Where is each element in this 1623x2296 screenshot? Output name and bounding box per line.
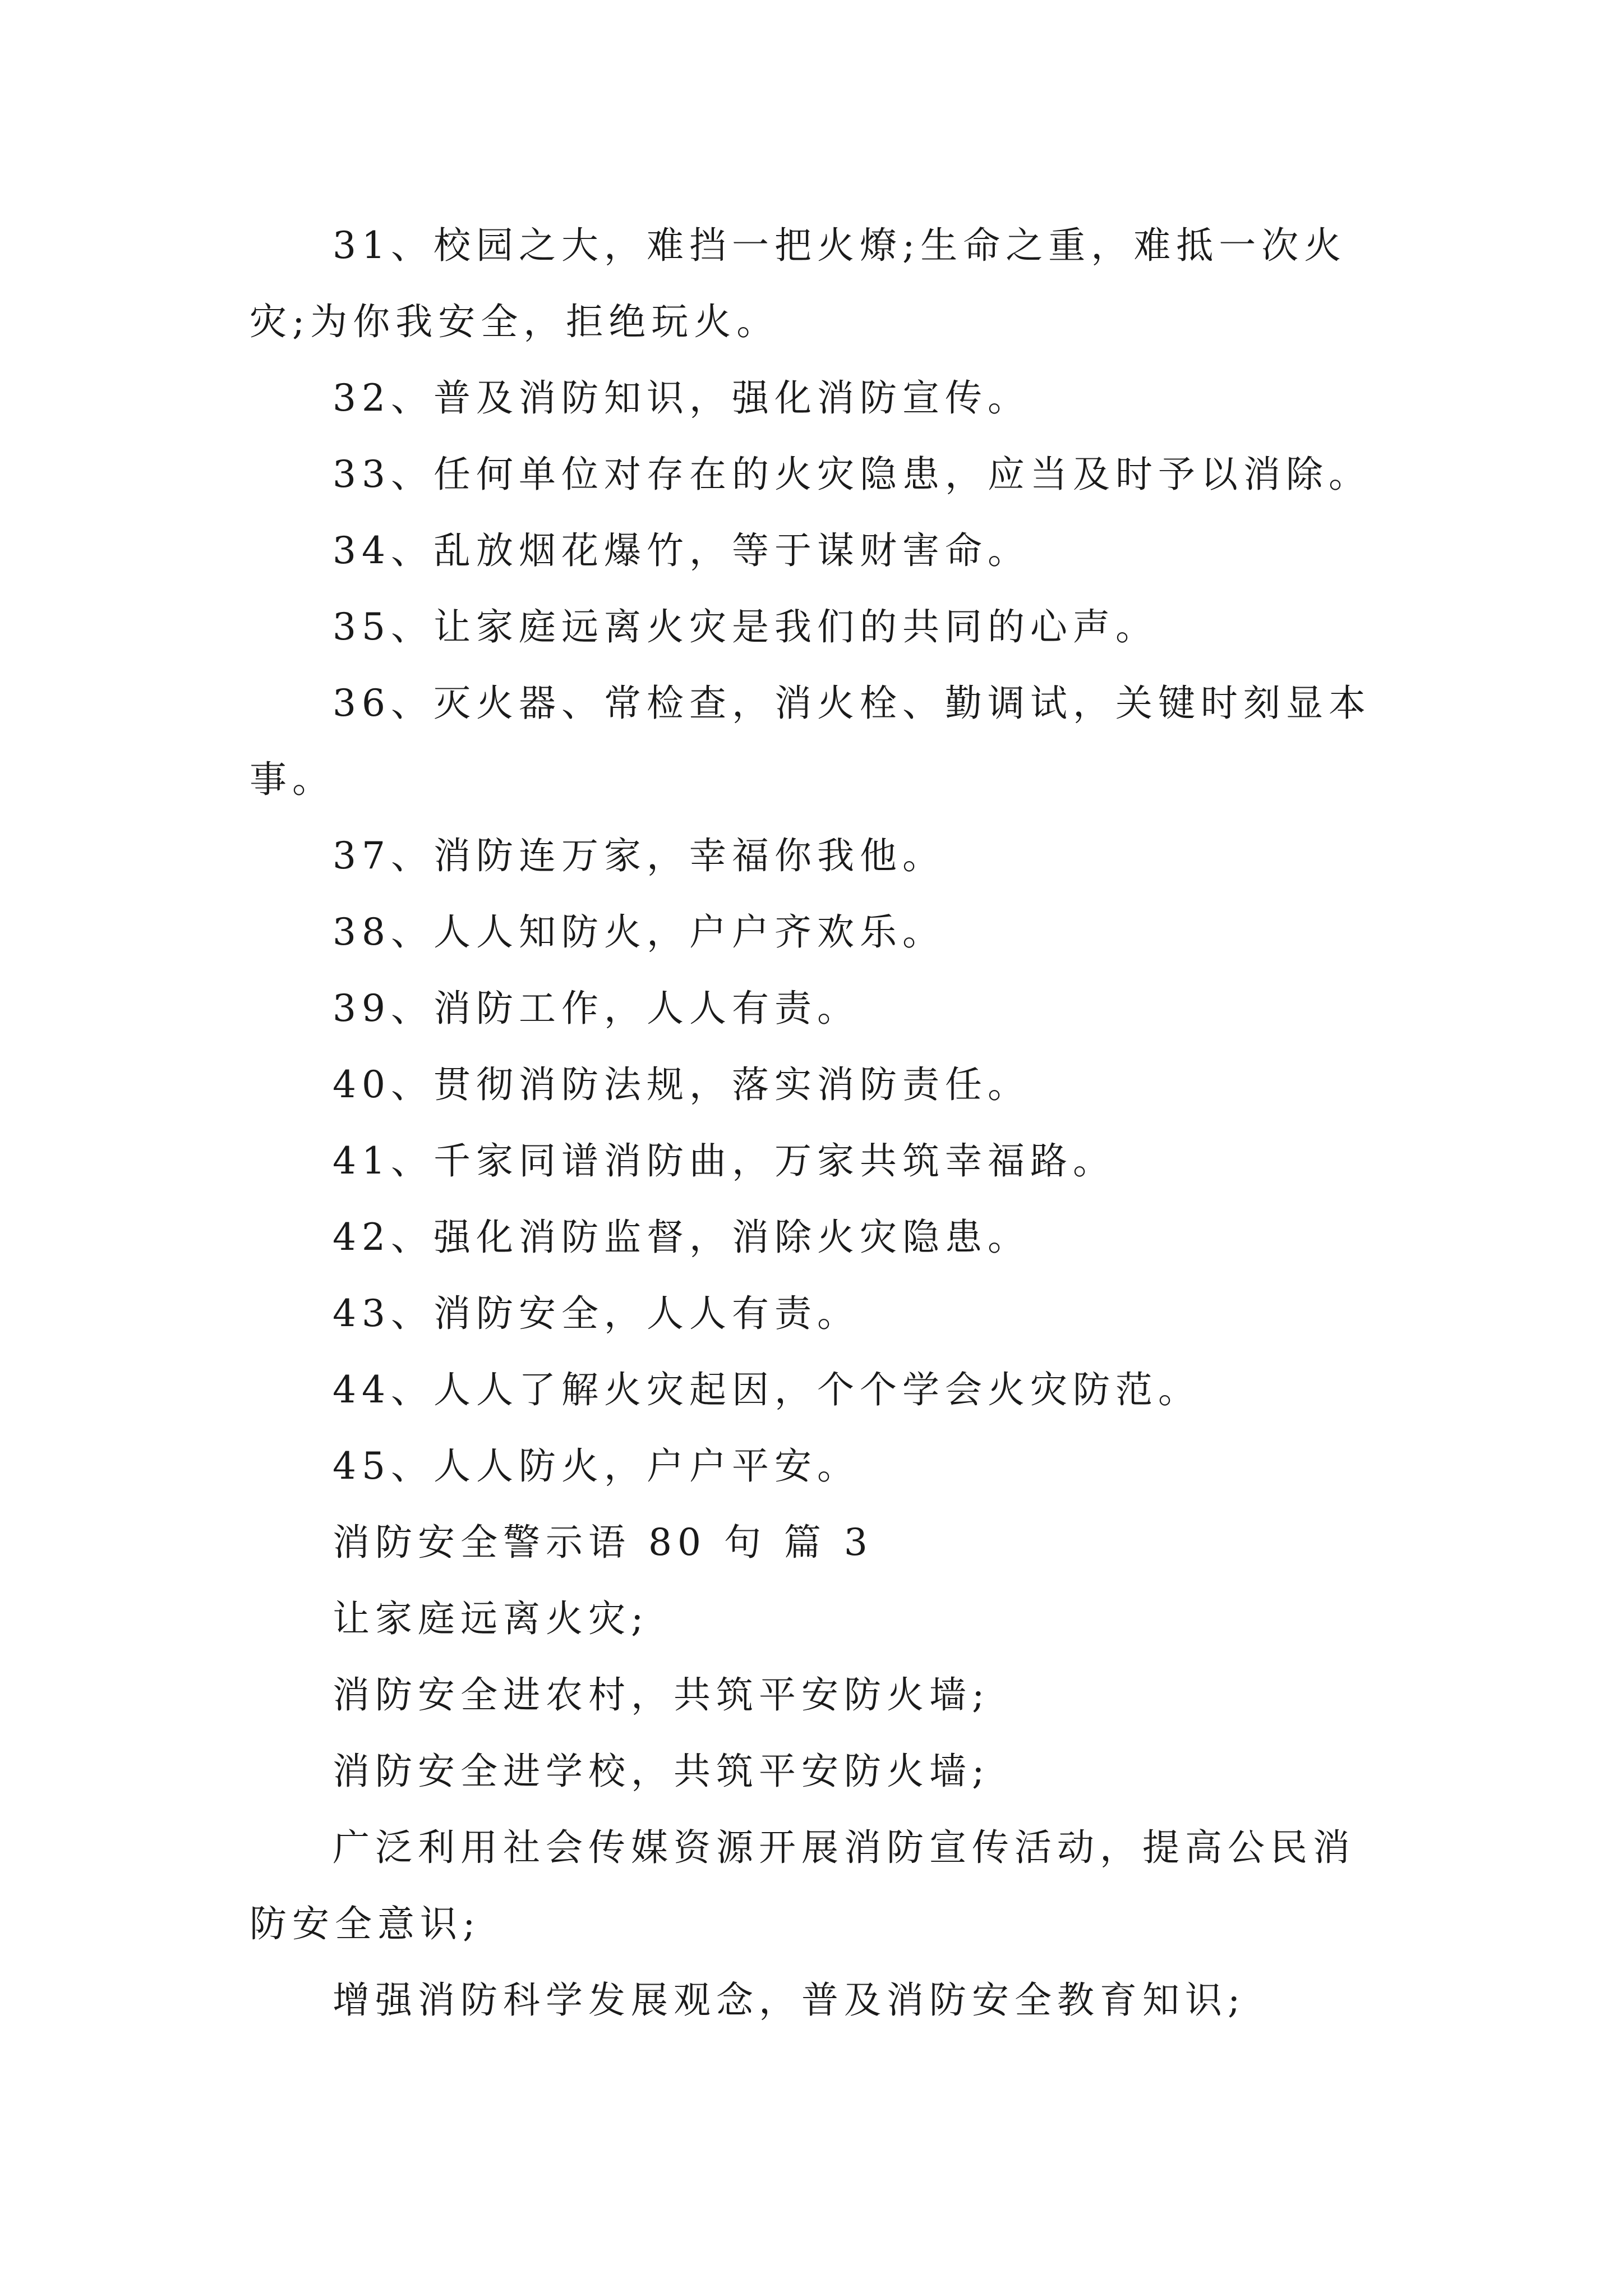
paragraph-39: 39、消防工作，人人有责。	[333, 987, 860, 1030]
paragraph-item: 消防安全进学校，共筑平安防火墙;	[333, 1750, 990, 1793]
paragraph-38: 38、人人知防火，户户齐欢乐。	[333, 910, 945, 954]
paragraph-44: 44、人人了解火灾起因，个个学会火灾防范。	[333, 1368, 1201, 1411]
paragraph-item: 让家庭远离火灾;	[333, 1597, 649, 1640]
paragraph-item: 消防安全进农村，共筑平安防火墙;	[333, 1673, 990, 1717]
paragraph-34: 34、乱放烟花爆竹，等于谋财害命。	[333, 529, 1030, 572]
paragraph-32: 32、普及消防知识，强化消防宣传。	[333, 376, 1030, 420]
document-body	[250, 208, 1377, 2039]
paragraph-33: 33、任何单位对存在的火灾隐患，应当及时予以消除。	[333, 453, 1371, 496]
paragraph-41: 41、千家同谱消防曲，万家共筑幸福路。	[333, 1139, 1115, 1182]
paragraph-37: 37、消防连万家，幸福你我他。	[333, 834, 945, 877]
paragraph-35: 35、让家庭远离火灾是我们的共同的心声。	[333, 605, 1158, 648]
paragraph-40: 40、贯彻消防法规，落实消防责任。	[333, 1063, 1030, 1106]
paragraph-item: 广泛利用社会传媒资源开展消防宣传活动，提高公民消防安全意识;	[250, 1826, 1355, 1945]
paragraph-36: 36、灭火器、常检查，消火栓、勤调试，关键时刻显本事。	[250, 682, 1371, 801]
paragraph-42: 42、强化消防监督，消除火灾隐患。	[333, 1216, 1030, 1259]
paragraph-45: 45、人人防火，户户平安。	[333, 1444, 860, 1488]
section-heading: 消防安全警示语 80 句 篇 3	[333, 1521, 873, 1564]
paragraph-43: 43、消防安全，人人有责。	[333, 1292, 860, 1335]
paragraph-item: 增强消防科学发展观念，普及消防安全教育知识;	[333, 1978, 1246, 2022]
paragraph-31: 31、校园之大，难挡一把火燎;生命之重，难抵一次火灾;为你我安全，拒绝玩火。	[250, 224, 1347, 343]
